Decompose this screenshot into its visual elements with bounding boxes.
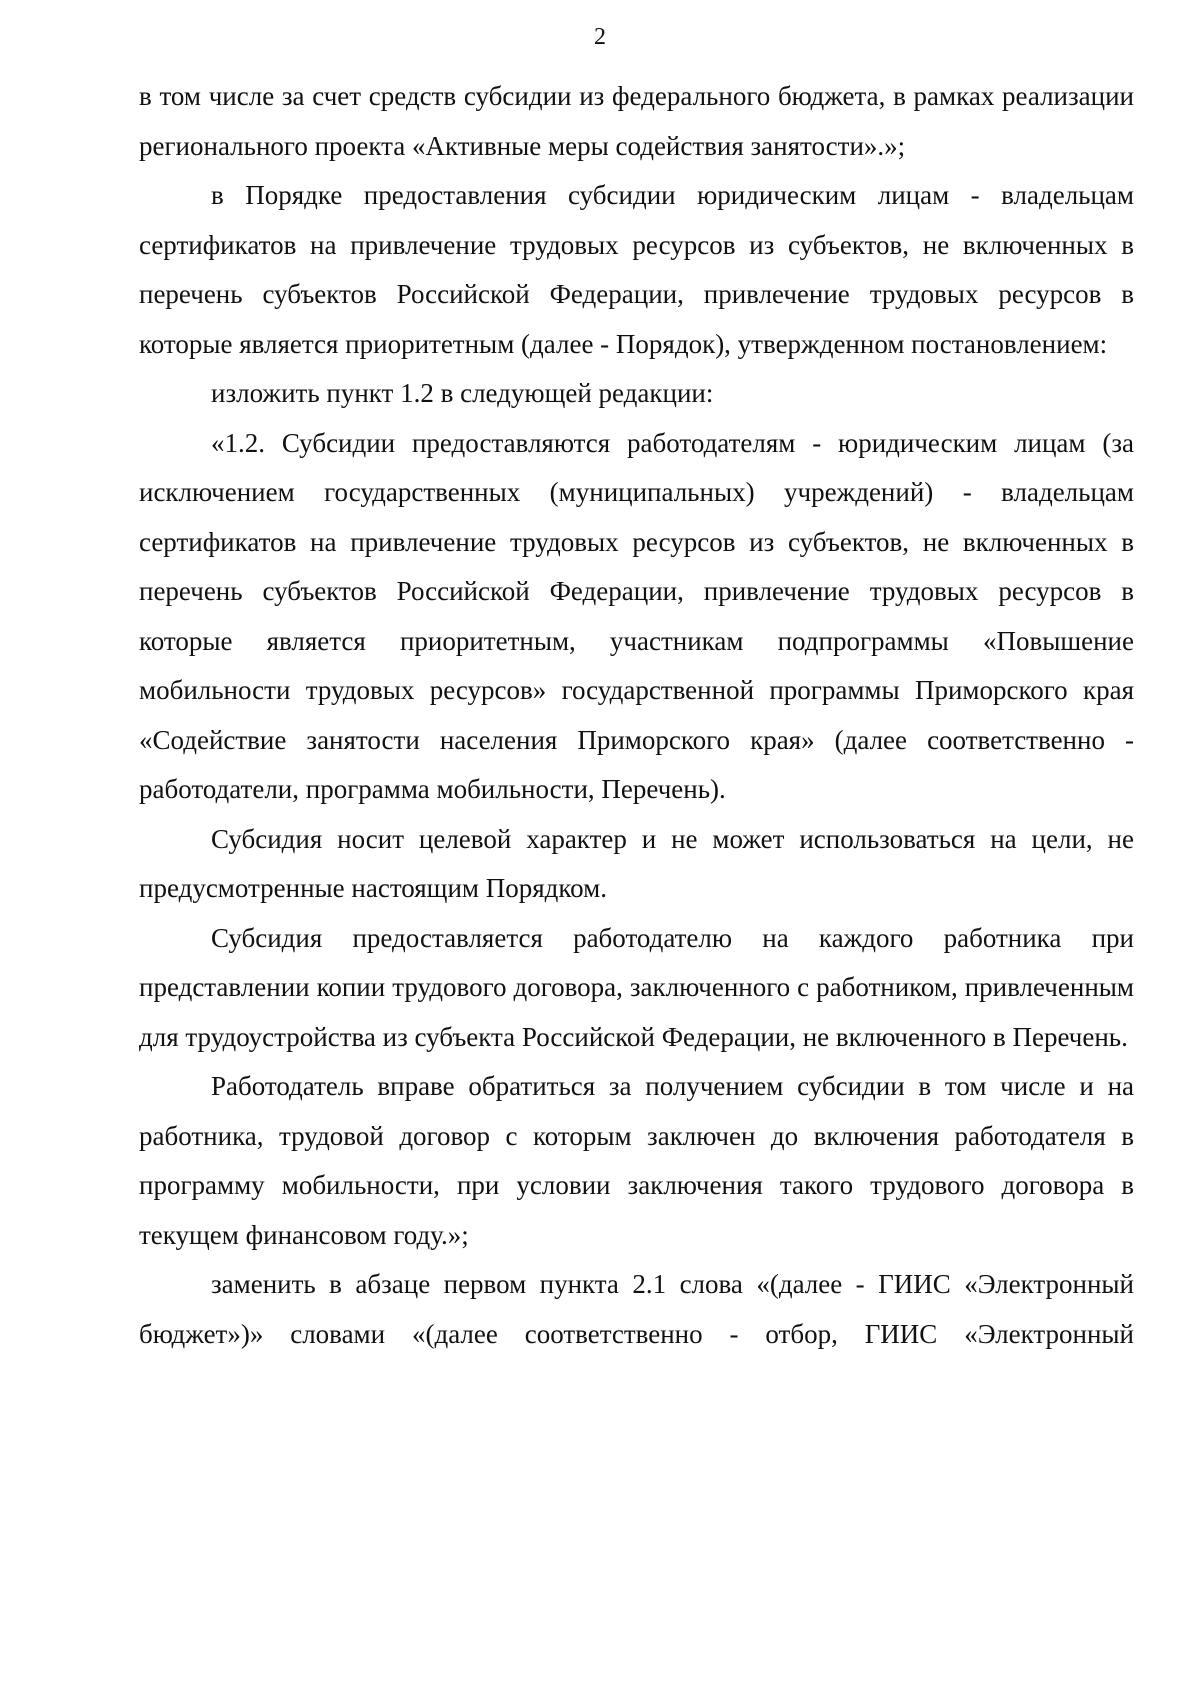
paragraph-replace-words: заменить в абзаце первом пункта 2.1 слова «(далее - ГИИС «Электронный бюджет»)» словами «(далее соответственно - отбор, ГИИС «Электронный — [139, 1269, 1134, 1349]
paragraph-clause-1-2: «1.2. Субсидии предоставляются работодателям - юридическим лицам (за исключением государственных (муниципальных) учреждений) - владельцам сертификатов на привлечение трудовых ресурсов из субъектов, не включенных в перечень субъектов Российской Федерации, привлечение трудовых ресурсов в которые является приоритетным, участникам подпрограммы «Повышение мобильности трудовых ресурсов» государственной программы Приморского края «Содействие занятости населения Приморского края» (далее соответственно - работодатели, программа мобильности, Перечень). — [139, 427, 1134, 804]
paragraph-employer-right: Работодатель вправе обратиться за получением субсидии в том числе и на работника, трудовой договор с которым заключен до включения работодателя в программу мобильности, при условии заключения такого трудового договора в текущем финансовом году.»; — [139, 1071, 1134, 1250]
paragraph-order-amendment: в Порядке предоставления субсидии юридическим лицам - владельцам сертификатов на привлечение трудовых ресурсов из субъектов, не включенных в перечень субъектов Российской Федерации, привлечение трудовых ресурсов в которые является приоритетным (далее - Порядок), утвержденном постановлением: — [139, 180, 1134, 359]
paragraph-subsidy-provision: Субсидия предоставляется работодателю на каждого работника при представлении копии трудового договора, заключенного с работником, привлеченным для трудоустройства из субъекта Российской Федерации, не включенного в Перечень. — [139, 922, 1134, 1052]
paragraph-instruction: изложить пункт 1.2 в следующей редакции: — [211, 378, 714, 408]
page-number: 2 — [594, 24, 606, 50]
document-body — [139, 72, 1134, 1359]
paragraph-continuation: в том числе за счет средств субсидии из федерального бюджета, в рамках реализации регионального проекта «Активные меры содействия занятости».»; — [139, 81, 1134, 161]
paragraph-subsidy-purpose: Субсидия носит целевой характер и не может использоваться на цели, не предусмотренные настоящим Порядком. — [139, 823, 1134, 903]
